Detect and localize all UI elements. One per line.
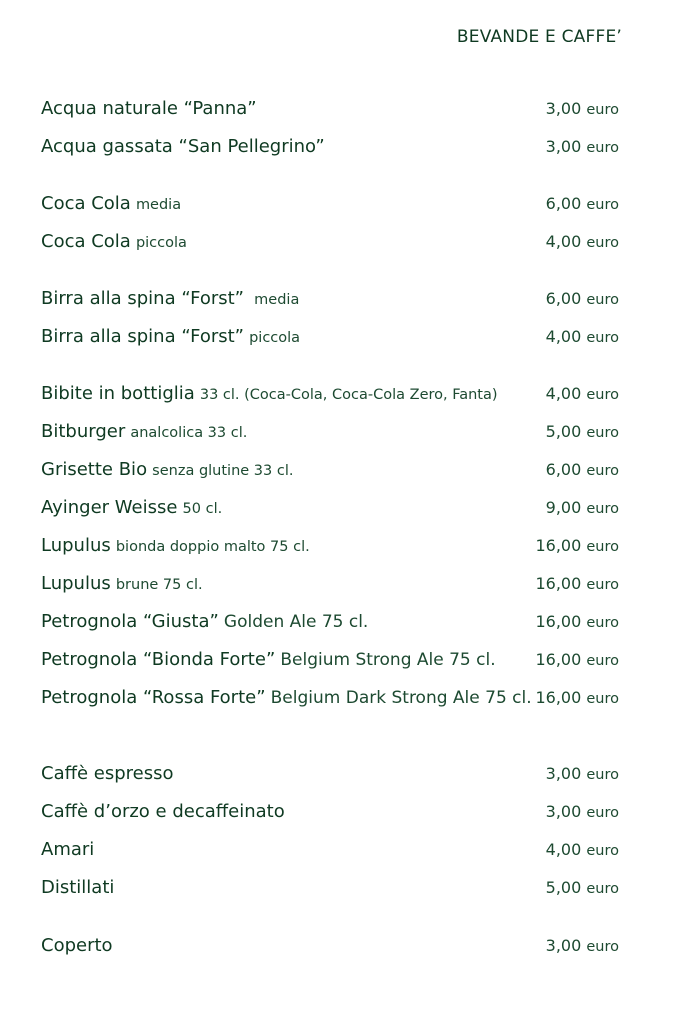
page-title: BEVANDE E CAFFE’	[456, 27, 622, 47]
menu-item-petrognola-rossa-forte	[41, 681, 619, 707]
menu-item-petrognola-bionda-forte	[41, 643, 619, 669]
item-price: 4,00 euro	[545, 326, 619, 346]
item-detail: piccola	[249, 330, 301, 346]
item-name: Amari	[41, 839, 95, 860]
item-name: Lupulus	[41, 535, 111, 556]
item-detail: 33 cl. (Coca-Cola, Coca-Cola Zero, Fanta)	[199, 387, 498, 403]
item-name: Acqua gassata “San Pellegrino”	[41, 136, 325, 157]
menu-item-birra-forst-media	[41, 282, 619, 308]
item-price: 6,00 euro	[545, 193, 619, 213]
item-name: Petrognola “Bionda Forte”	[41, 649, 276, 670]
menu-item-coca-cola-piccola	[41, 225, 619, 251]
item-price: 6,00 euro	[545, 459, 619, 479]
item-name: Caffè d’orzo e decaffeinato	[41, 801, 285, 822]
item-price: 3,00 euro	[545, 935, 619, 955]
menu-item-ayinger-weisse	[41, 491, 619, 517]
item-detail: Belgium Dark Strong Ale 75 cl.	[270, 688, 532, 708]
menu-item-coperto	[41, 929, 619, 955]
item-price: 16,00 euro	[535, 649, 619, 669]
item-price: 3,00 euro	[545, 136, 619, 156]
item-name: Acqua naturale “Panna”	[41, 98, 257, 119]
item-price: 3,00 euro	[545, 763, 619, 783]
item-price: 16,00 euro	[535, 535, 619, 555]
menu-item-coca-cola-media	[41, 187, 619, 213]
menu-item-distillati	[41, 871, 619, 897]
item-name: Coperto	[41, 935, 113, 956]
item-name: Ayinger Weisse	[41, 497, 178, 518]
menu-item-petrognola-giusta	[41, 605, 619, 631]
item-price: 5,00 euro	[545, 421, 619, 441]
item-name: Lupulus	[41, 573, 111, 594]
item-detail: media	[254, 292, 300, 308]
item-name: Birra alla spina “Forst”	[41, 288, 244, 309]
item-name: Bibite in bottiglia	[41, 383, 195, 404]
menu-item-amari	[41, 833, 619, 859]
item-detail: brune 75 cl.	[115, 577, 203, 593]
item-name: Petrognola “Giusta”	[41, 611, 219, 632]
menu-item-bibite-bottiglia	[41, 377, 619, 403]
item-name: Birra alla spina “Forst”	[41, 326, 244, 347]
item-detail: Golden Ale 75 cl.	[223, 612, 369, 632]
item-name: Coca Cola	[41, 231, 131, 252]
item-detail: 50 cl.	[182, 501, 223, 517]
item-price: 3,00 euro	[545, 98, 619, 118]
item-name: Caffè espresso	[41, 763, 174, 784]
item-price: 4,00 euro	[545, 839, 619, 859]
menu-item-grisette-bio	[41, 453, 619, 479]
item-price: 9,00 euro	[545, 497, 619, 517]
menu-item-acqua-gassata	[41, 130, 619, 156]
item-price: 16,00 euro	[535, 611, 619, 631]
item-price: 6,00 euro	[545, 288, 619, 308]
item-price: 4,00 euro	[545, 231, 619, 251]
item-name: Bitburger	[41, 421, 126, 442]
item-price: 3,00 euro	[545, 801, 619, 821]
menu-item-lupulus-bionda	[41, 529, 619, 555]
menu-item-caffe-orzo	[41, 795, 619, 821]
item-price: 16,00 euro	[535, 687, 619, 707]
item-detail: bionda doppio malto 75 cl.	[115, 539, 310, 555]
item-name: Grisette Bio	[41, 459, 148, 480]
item-name: Petrognola “Rossa Forte”	[41, 687, 266, 708]
item-detail: Belgium Strong Ale 75 cl.	[280, 650, 496, 670]
item-price: 4,00 euro	[545, 383, 619, 403]
item-detail: piccola	[135, 235, 187, 251]
menu-item-bitburger	[41, 415, 619, 441]
item-name: Distillati	[41, 877, 115, 898]
item-price: 5,00 euro	[545, 877, 619, 897]
menu-item-lupulus-brune	[41, 567, 619, 593]
item-price: 16,00 euro	[535, 573, 619, 593]
item-name: Coca Cola	[41, 193, 131, 214]
item-detail: analcolica 33 cl.	[130, 425, 248, 441]
item-detail: senza glutine 33 cl.	[152, 463, 294, 479]
menu-item-birra-forst-piccola	[41, 320, 619, 346]
menu-item-caffe-espresso	[41, 757, 619, 783]
menu-item-acqua-naturale	[41, 92, 619, 118]
item-detail: media	[135, 197, 182, 213]
